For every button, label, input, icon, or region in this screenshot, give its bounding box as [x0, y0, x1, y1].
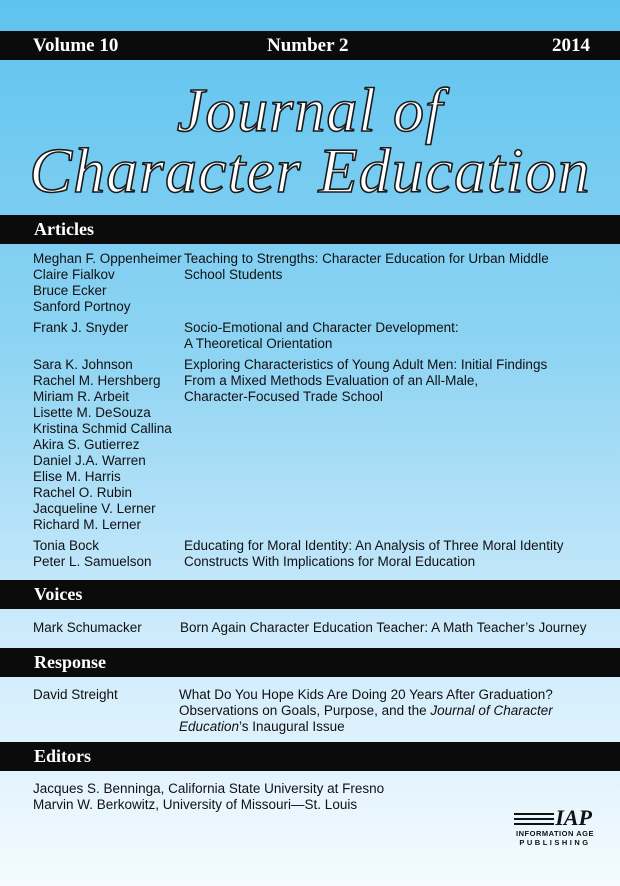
article-3-authors: [33, 357, 172, 533]
author: Richard M. Lerner: [33, 517, 142, 532]
editors-header: [0, 742, 620, 771]
journal-title-line1: Journal of: [176, 77, 444, 145]
author: Rachel O. Rubin: [33, 485, 133, 500]
author: Elise M. Harris: [33, 469, 121, 484]
articles-heading: Articles: [34, 219, 94, 239]
response-heading: Response: [34, 652, 107, 672]
title-line: Teaching to Strengths: Character Education for Urban Middle: [184, 251, 549, 266]
title-line: Constructs With Implications for Moral Education: [184, 554, 476, 569]
editors-list: [33, 781, 384, 813]
author: Jacqueline V. Lerner: [33, 501, 156, 516]
article-2-authors: [33, 320, 128, 336]
publisher-logo[interactable]: [514, 807, 596, 847]
voices-header: [0, 580, 620, 609]
title-line: A Theoretical Orientation: [184, 336, 333, 351]
title-italic: Education: [179, 719, 240, 734]
logo-text: IAP: [555, 805, 592, 830]
articles-header: [0, 215, 620, 244]
publisher-line2: PUBLISHING: [519, 838, 591, 847]
title-line: [179, 719, 553, 735]
author: Bruce Ecker: [33, 283, 107, 298]
title-line: Educating for Moral Identity: An Analysis of Three Moral Identity: [184, 538, 564, 553]
response-title[interactable]: [179, 687, 553, 735]
editor: Jacques S. Benninga, California State University at Fresno: [33, 781, 385, 796]
journal-title-line2: Character Education: [29, 135, 591, 206]
number-label: Number 2: [267, 35, 349, 56]
author: Frank J. Snyder: [33, 320, 129, 335]
title-line: School Students: [184, 267, 283, 282]
title-italic: Journal of Character: [430, 703, 553, 718]
author: Sanford Portnoy: [33, 299, 131, 314]
author: Lisette M. DeSouza: [33, 405, 151, 420]
title-line: Exploring Characteristics of Young Adult Men: Initial Findings: [184, 357, 548, 372]
response-header: [0, 648, 620, 677]
author: Miriam R. Arbeit: [33, 389, 130, 404]
volume-label: Volume 10: [33, 35, 119, 56]
author: Tonia Bock: [33, 538, 100, 553]
author: Sara K. Johnson: [33, 357, 133, 372]
author: Peter L. Samuelson: [33, 554, 152, 569]
article-4-title[interactable]: [184, 538, 563, 570]
iap-logo-icon: [514, 807, 596, 829]
title-text: ’s Inaugural Issue: [239, 719, 345, 734]
title-line: Character-Focused Trade School: [184, 389, 383, 404]
author: Daniel J.A. Warren: [33, 453, 146, 468]
article-2-title[interactable]: [184, 320, 459, 352]
author: Kristina Schmid Callina: [33, 421, 172, 436]
author: Claire Fialkov: [33, 267, 115, 282]
article-4-authors: [33, 538, 152, 570]
title-text: Observations on Goals, Purpose, and the: [179, 703, 431, 718]
voices-title[interactable]: Born Again Character Education Teacher: A Math Teacher’s Journey: [180, 620, 587, 635]
title-line: [179, 703, 553, 719]
author: Rachel M. Hershberg: [33, 373, 161, 388]
author: Akira S. Gutierrez: [33, 437, 140, 452]
voices-author: Mark Schumacker: [33, 620, 142, 635]
editor: Marvin W. Berkowitz, University of Missouri—St. Louis: [33, 797, 358, 812]
title-line: Socio-Emotional and Character Development:: [184, 320, 459, 335]
voices-heading: Voices: [34, 584, 83, 604]
author: Meghan F. Oppenheimer: [33, 251, 182, 266]
response-author: David Streight: [33, 687, 118, 702]
title-line: What Do You Hope Kids Are Doing 20 Years After Graduation?: [179, 687, 553, 702]
year-label: 2014: [552, 35, 590, 56]
publisher-line1: INFORMATION AGE: [516, 829, 594, 838]
issue-bar: [0, 31, 620, 60]
editors-heading: Editors: [34, 746, 92, 766]
article-3-title[interactable]: [184, 357, 547, 405]
article-1-title[interactable]: [184, 251, 549, 283]
title-line: From a Mixed Methods Evaluation of an All-Male,: [184, 373, 479, 388]
article-1-authors: [33, 251, 182, 315]
